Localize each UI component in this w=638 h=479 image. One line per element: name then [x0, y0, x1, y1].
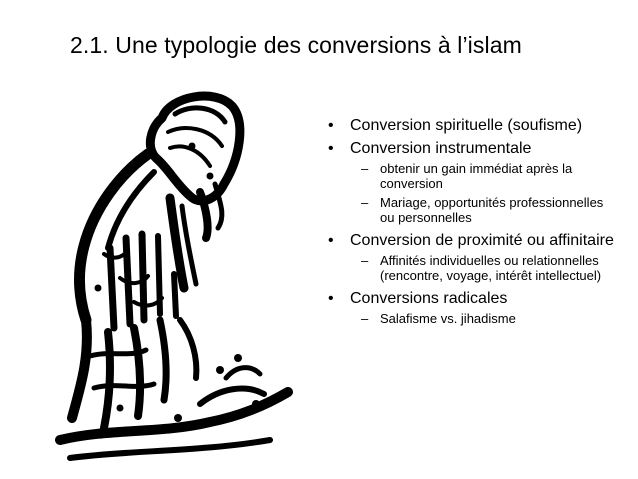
sub-bullet-marker: –: [361, 311, 369, 326]
sub-bullet-item: [350, 253, 616, 283]
bullet-marker: •: [328, 117, 334, 134]
bullet-list: [326, 116, 616, 332]
sub-bullet-marker: –: [361, 253, 369, 268]
bullet-text: Conversion spirituelle (soufisme): [350, 117, 583, 134]
bullet-text: Conversions radicales: [350, 290, 508, 307]
sub-bullet-list: [350, 253, 616, 283]
sub-bullet-item: [350, 311, 616, 326]
bullet-marker: •: [328, 290, 334, 307]
bullet-conversions-radicales: [326, 289, 616, 326]
sub-bullet-text: Salafisme vs. jihadisme: [380, 311, 516, 326]
slide-title: 2.1. Une typologie des conversions à l’islam: [70, 32, 522, 58]
sub-bullet-list: [350, 311, 616, 326]
bullet-text: Conversion de proximité ou affinitaire: [350, 232, 614, 249]
sub-bullet-marker: –: [361, 161, 369, 176]
bullet-conversion-instrumentale: [326, 139, 616, 225]
sub-bullet-text: Affinités individuelles ou relationnelles (rencontre, voyage, intérêt intellectuel): [380, 253, 602, 283]
bullet-conversion-proximite: [326, 231, 616, 283]
bullet-marker: •: [328, 140, 334, 157]
bullet-conversion-spirituelle: [326, 116, 616, 135]
bullet-text: Conversion instrumentale: [350, 140, 532, 157]
sub-bullet-item: [350, 195, 616, 225]
sub-bullet-marker: –: [361, 195, 369, 210]
sub-bullet-item: [350, 161, 616, 191]
praying-figure-calligraphy-icon: [50, 88, 300, 466]
bullet-marker: •: [328, 232, 334, 249]
sub-bullet-list: [350, 161, 616, 225]
sub-bullet-text: obtenir un gain immédiat après la conversion: [380, 161, 573, 191]
sub-bullet-text: Mariage, opportunités professionnelles ou personnelles: [380, 195, 604, 225]
